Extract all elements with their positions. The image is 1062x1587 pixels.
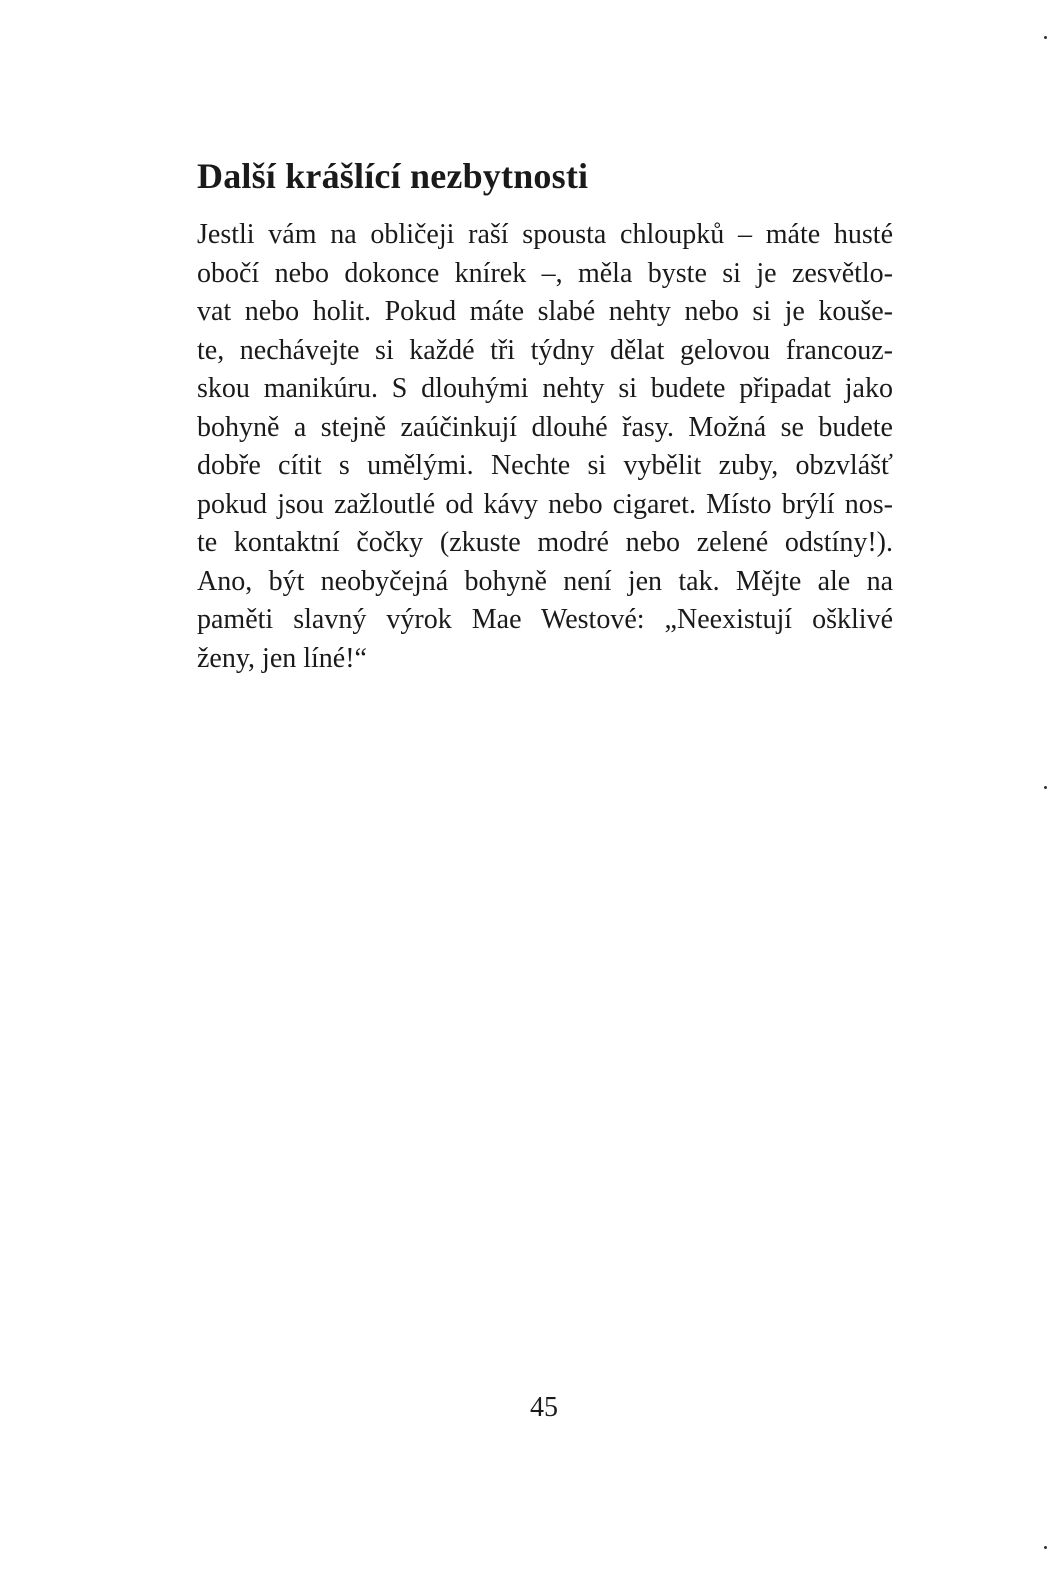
text-line: te, nechávejte si každé tři týdny dělat gelovou francouz- bbox=[197, 334, 893, 366]
crop-mark bbox=[1044, 36, 1047, 39]
text-line: Jestli vám na obličeji raší spousta chloupků – máte husté bbox=[197, 219, 893, 250]
text-line: Ano, být neobyčejná bohyně není jen tak. Mějte ale na bbox=[197, 565, 893, 597]
text-line: skou manikúru. S dlouhými nehty si budete připadat jako bbox=[197, 373, 893, 404]
text-line: pokud jsou zažloutlé od kávy nebo cigaret. Místo brýlí nos- bbox=[197, 488, 893, 520]
text-line: bohyně a stejně zaúčinkují dlouhé řasy. Možná se budete bbox=[197, 411, 893, 443]
text-line: ženy, jen líné!“ bbox=[197, 642, 367, 674]
text-line: dobře cítit s umělými. Nechte si vybělit zuby, obzvlášť bbox=[197, 450, 893, 481]
crop-mark bbox=[1044, 1546, 1047, 1549]
crop-mark bbox=[1044, 786, 1047, 789]
page-number: 45 bbox=[530, 1392, 558, 1423]
text-line: te kontaktní čočky (zkuste modré nebo zelené odstíny!). bbox=[197, 527, 893, 558]
section-heading: Další krášlící nezbytnosti bbox=[197, 156, 589, 196]
text-line: paměti slavný výrok Mae Westové: „Neexistují ošklivé bbox=[197, 604, 893, 635]
body-paragraph bbox=[197, 216, 893, 678]
text-line: vat nebo holit. Pokud máte slabé nehty nebo si je kouše- bbox=[197, 296, 893, 327]
text-line: obočí nebo dokonce knírek –, měla byste si je zesvětlo- bbox=[197, 257, 893, 289]
